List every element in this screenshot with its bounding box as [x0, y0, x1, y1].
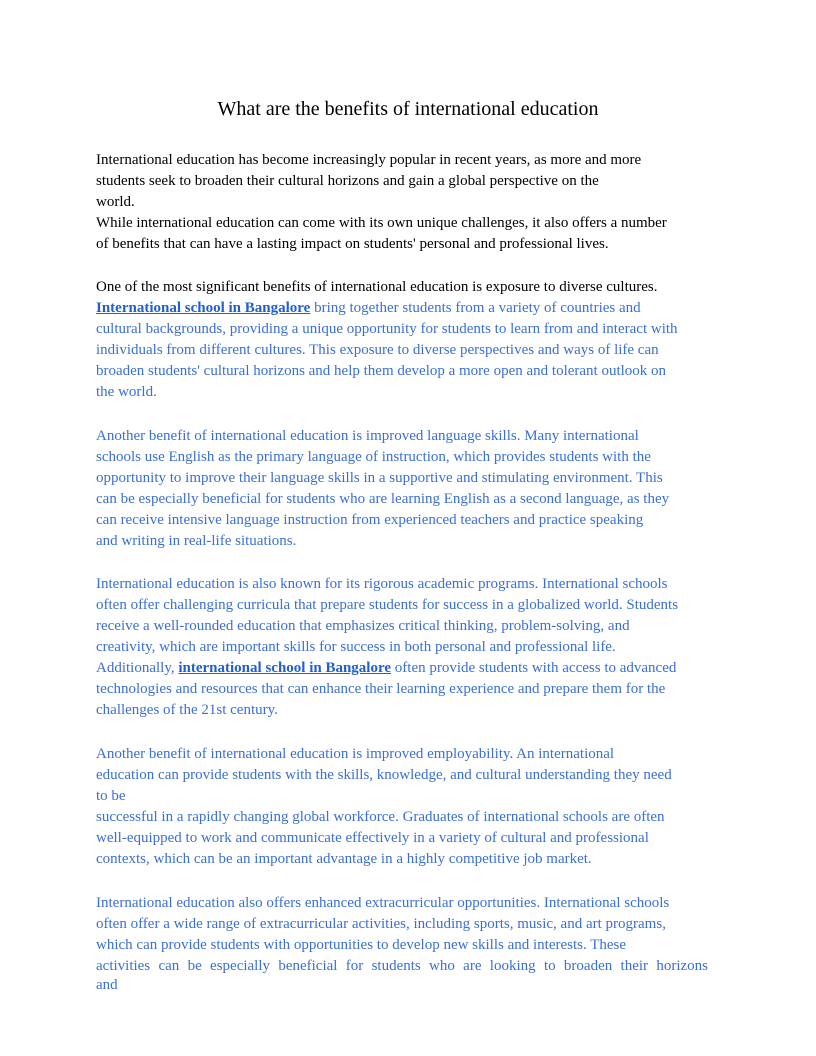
intro-line-3: world. [96, 194, 135, 210]
language-line-4: can be especially beneficial for students who are learning English as a second language, as they [96, 491, 670, 507]
page-title: What are the benefits of international education [217, 98, 599, 120]
language-line-3: opportunity to improve their language skills in a supportive and stimulating environment. This [96, 470, 663, 486]
academic-line-5 [96, 658, 676, 679]
intro-line-4: While international education can come with its own unique challenges, it also offers a number [96, 215, 667, 231]
employ-line-5: well-equipped to work and communicate effectively in a variety of cultural and professional [96, 830, 649, 846]
culture-line-5: broaden students' cultural horizons and help them develop a more open and tolerant outlook on [96, 363, 667, 379]
extra-line-4: activities can be especially beneficial for students who are looking to broaden their horizons [96, 958, 708, 974]
academic-line-4: creativity, which are important skills for success in both personal and professional life. [96, 639, 616, 655]
employ-line-6: contexts, which can be an important advantage in a highly competitive job market. [96, 851, 592, 867]
employ-line-2: education can provide students with the skills, knowledge, and cultural understanding they need [96, 767, 672, 783]
academic-line-2: often offer challenging curricula that prepare students for success in a globalized world. Students [96, 597, 679, 613]
academic-line-5-pre: Additionally, [96, 660, 179, 676]
academic-line-5-text: often provide students with access to advanced [391, 660, 677, 676]
intro-line-1: International education has become increasingly popular in recent years, as more and more [96, 152, 642, 168]
extra-line-2: often offer a wide range of extracurricular activities, including sports, music, and art programs, [96, 916, 666, 932]
extra-line-1: International education also offers enhanced extracurricular opportunities. International schools [96, 895, 670, 911]
culture-line-6: the world. [96, 384, 157, 400]
language-line-2: schools use English as the primary language of instruction, which provides students with the [96, 449, 651, 465]
international-school-link-2[interactable]: international school in Bangalore [178, 660, 392, 676]
academic-line-6: technologies and resources that can enhance their learning experience and prepare them for the [96, 681, 666, 697]
employ-line-1: Another benefit of international education is improved employability. An international [96, 746, 615, 762]
academic-line-7: challenges of the 21st century. [96, 702, 278, 718]
culture-line-4: individuals from different cultures. This exposure to diverse perspectives and ways of life can [96, 342, 659, 358]
culture-line-2 [96, 298, 641, 319]
language-line-5: can receive intensive language instruction from experienced teachers and practice speaking [96, 512, 644, 528]
extra-line-3: which can provide students with opportunities to develop new skills and interests. These [96, 937, 627, 953]
academic-line-1: International education is also known for its rigorous academic programs. International schools [96, 576, 668, 592]
language-line-6: and writing in real-life situations. [96, 533, 297, 549]
culture-line-1: One of the most significant benefits of international education is exposure to diverse cultures. [96, 279, 658, 295]
employ-line-4: successful in a rapidly changing global workforce. Graduates of international schools are often [96, 809, 665, 825]
culture-line-2-text: bring together students from a variety of countries and [310, 300, 641, 316]
extra-line-5: and [96, 977, 118, 993]
employ-line-3: to be [96, 788, 126, 804]
academic-line-3: receive a well-rounded education that emphasizes critical thinking, problem-solving, and [96, 618, 630, 634]
international-school-link-1[interactable]: International school in Bangalore [96, 300, 311, 316]
culture-line-3: cultural backgrounds, providing a unique opportunity for students to learn from and interact with [96, 321, 678, 337]
intro-line-2: students seek to broaden their cultural horizons and gain a global perspective on the [96, 173, 599, 189]
intro-line-5: of benefits that can have a lasting impact on students' personal and professional lives. [96, 236, 609, 252]
language-line-1: Another benefit of international education is improved language skills. Many international [96, 428, 639, 444]
